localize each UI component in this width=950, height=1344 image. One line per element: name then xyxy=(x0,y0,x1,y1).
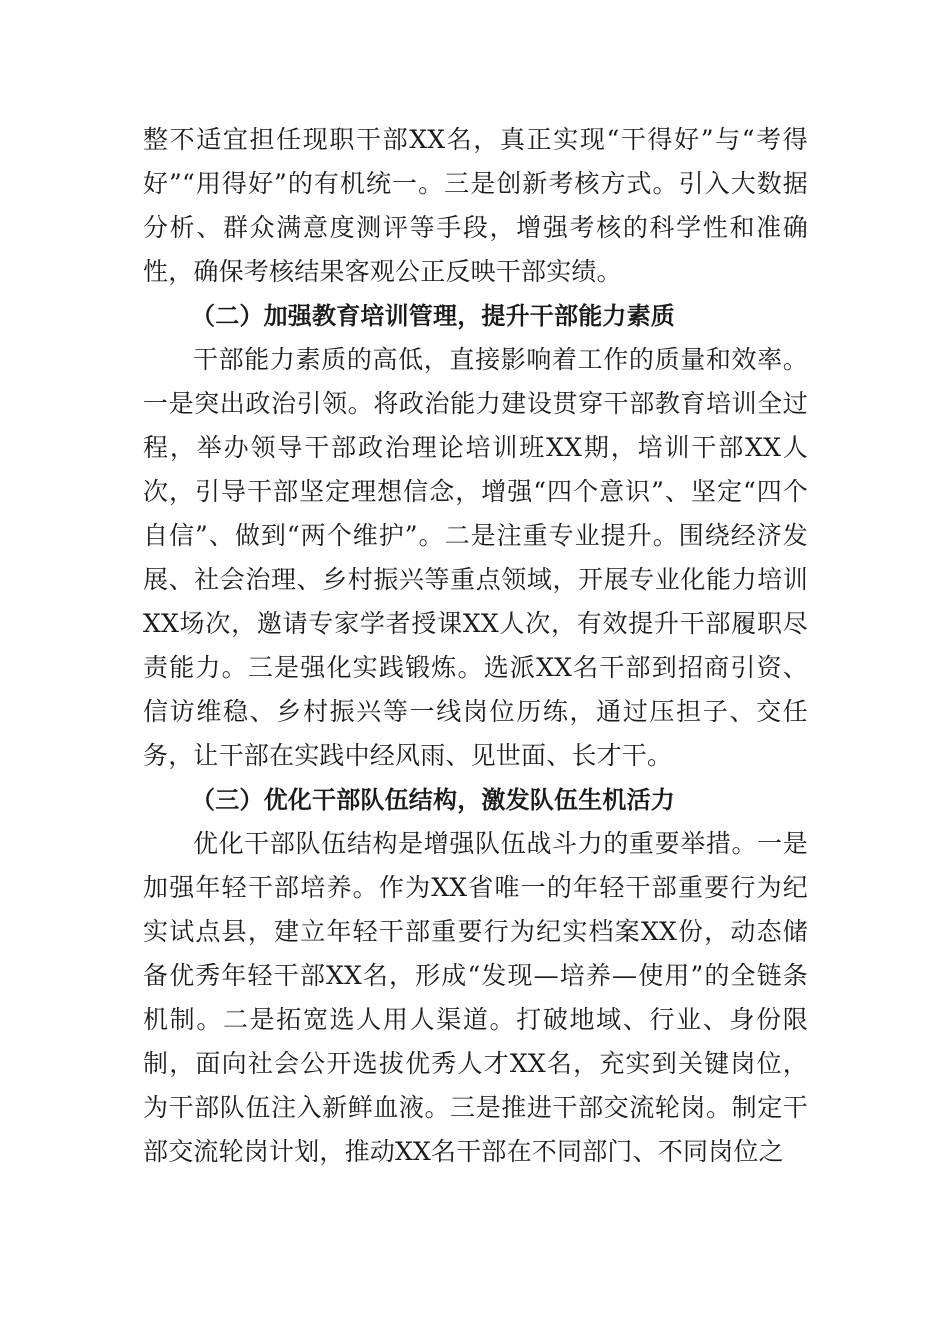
paragraph-continued: 整不适宜担任现职干部XX名，真正实现“干得好”与“考得好”“用得好”的有机统一。三是创新考核方式。引入大数据分析、群众满意度测评等手段，增强考核的科学性和准确性，确保考核结果客观公正反映干部实绩。 xyxy=(143,125,808,286)
document-page xyxy=(143,118,808,1174)
section-heading-2: （二）加强教育培训管理，提升干部能力素质 xyxy=(191,302,675,330)
section-heading-3: （三）优化干部队伍结构，激发队伍生机活力 xyxy=(191,786,675,814)
paragraph-education-training: 干部能力素质的高低，直接影响着工作的质量和效率。一是突出政治引领。将政治能力建设贯穿干部教育培训全过程，举办领导干部政治理论培训班XX期，培训干部XX人次，引导干部坚定理想信念，增强“四个意识”、坚定“四个自信”、做到“两个维护”。二是注重专业提升。围绕经济发展、社会治理、乡村振兴等重点领域，开展专业化能力培训XX场次，邀请专家学者授课XX人次，有效提升干部履职尽责能力。三是强化实践锻炼。选派XX名干部到招商引资、信访维稳、乡村振兴等一线岗位历练，通过压担子、交任务，让干部在实践中经风雨、见世面、长才干。 xyxy=(143,345,808,770)
paragraph-team-structure: 优化干部队伍结构是增强队伍战斗力的重要举措。一是加强年轻干部培养。作为XX省唯一的年轻干部重要行为纪实试点县，建立年轻干部重要行为纪实档案XX份，动态储备优秀年轻干部XX名，形成“发现—培养—使用”的全链条机制。二是拓宽选人用人渠道。打破地域、行业、身份限制，面向社会公开选拔优秀人才XX名，充实到关键岗位，为干部队伍注入新鲜血液。三是推进干部交流轮岗。制定干部交流轮岗计划，推动XX名干部在不同部门、不同岗位之 xyxy=(143,829,808,1166)
